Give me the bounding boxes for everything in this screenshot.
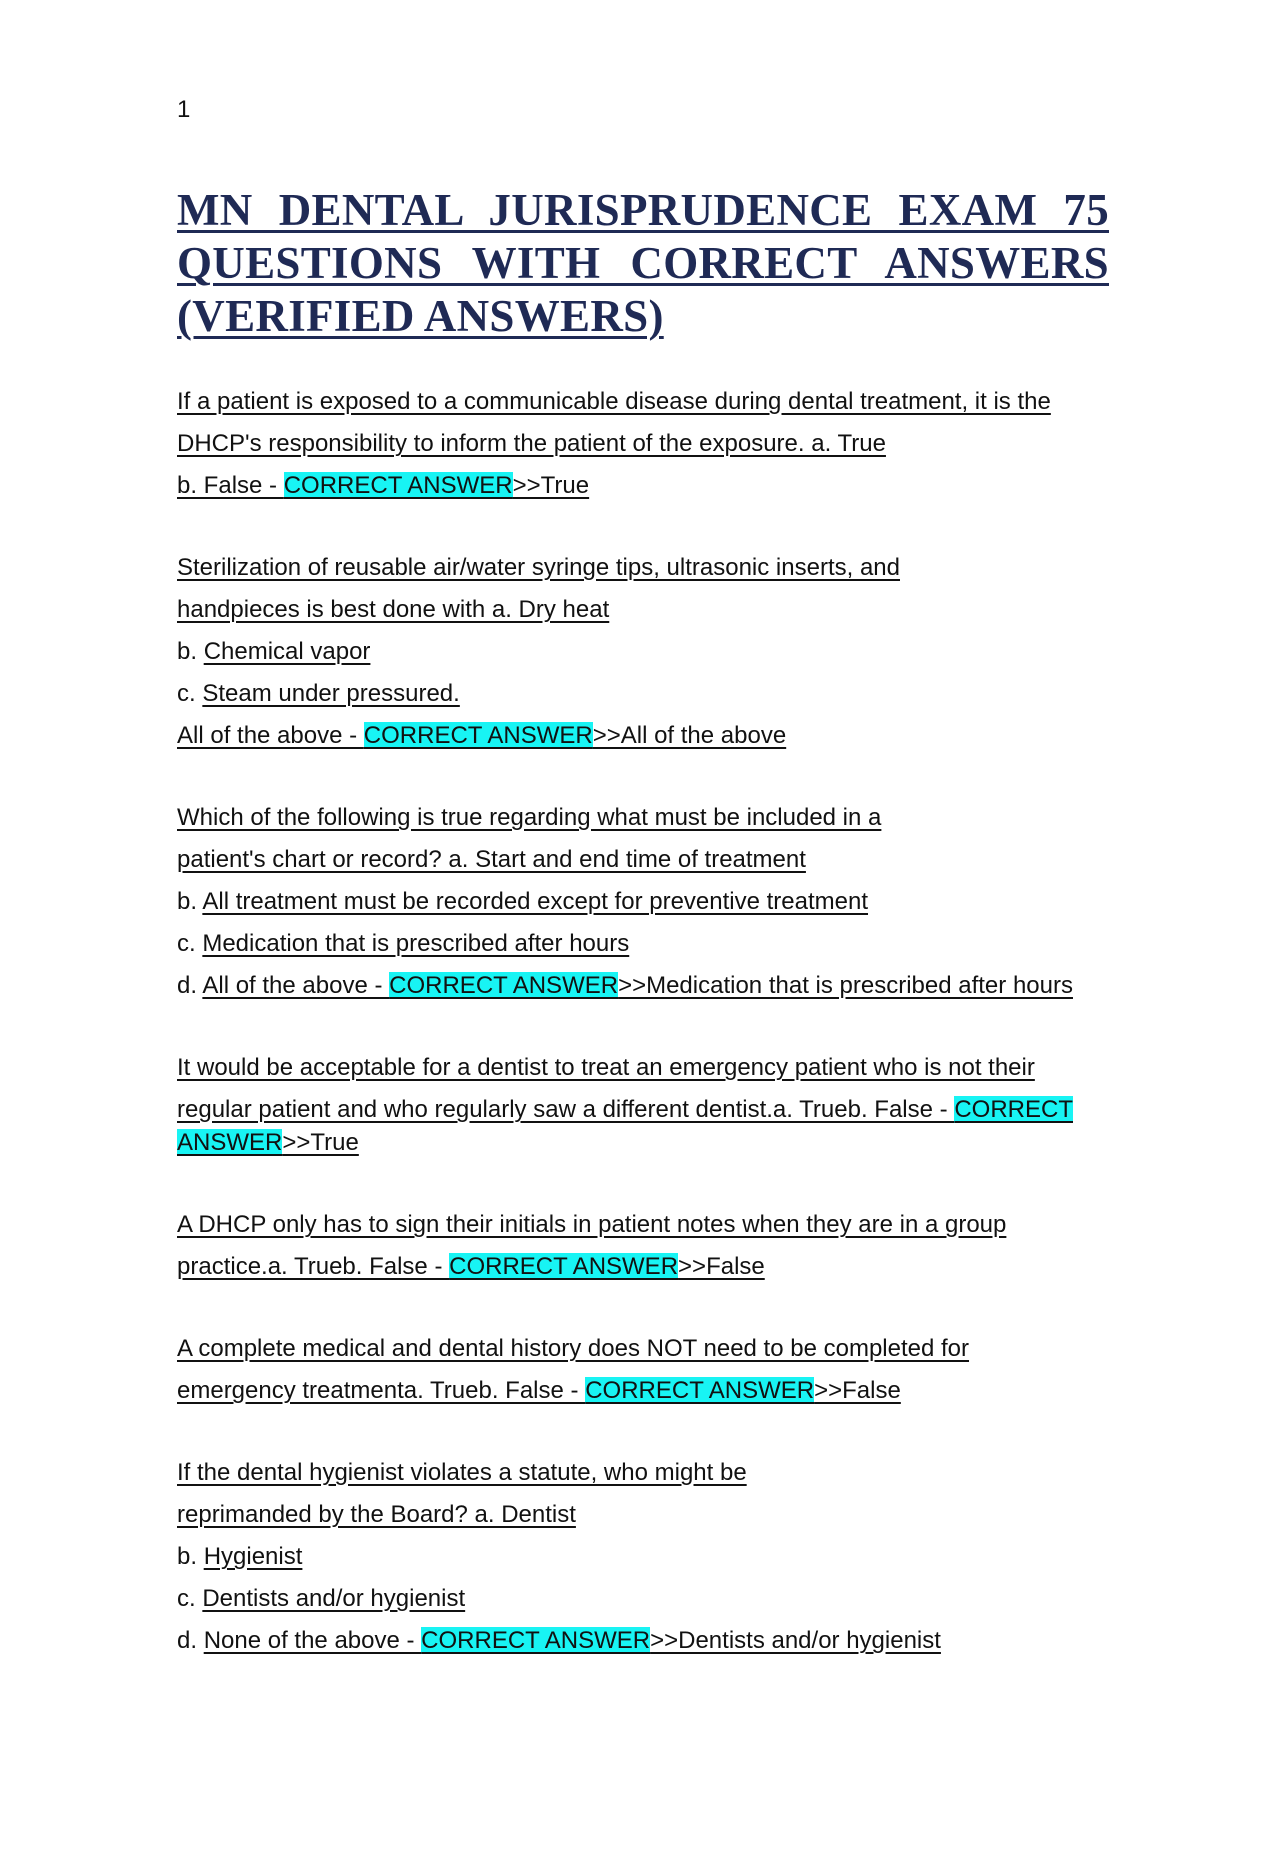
stem-text: Which of the following is true regarding what must be included in a: [177, 804, 882, 831]
answer-prefix: None of the above -: [203, 1627, 422, 1654]
stem-text: regular patient and who regularly saw a different dentist.a. Trueb. False -: [177, 1096, 955, 1123]
option-line: [177, 1582, 1117, 1615]
answer-line: [177, 719, 1117, 752]
stem-text: practice.a. Trueb. False -: [177, 1253, 450, 1280]
correct-answer-highlight: CORRECT ANSWER: [421, 1627, 651, 1654]
question-stem-line: [177, 1051, 1117, 1084]
correct-answer-highlight: CORRECT ANSWER: [363, 722, 593, 749]
question-stem-line: [177, 801, 1117, 834]
answer-prefix: All of the above -: [202, 972, 390, 999]
option-line: [177, 1540, 1117, 1573]
answer-value: >>True: [512, 472, 590, 499]
answer-value: >>False: [814, 1377, 901, 1404]
stem-text: A DHCP only has to sign their initials in patient notes when they are in a group: [177, 1211, 1007, 1238]
option-letter: b.: [177, 888, 203, 915]
stem-text: A complete medical and dental history does NOT need to be completed for: [177, 1335, 970, 1362]
correct-answer-highlight: ANSWER: [177, 1129, 283, 1156]
option-line: [177, 927, 1117, 960]
question-3: [177, 801, 1117, 1002]
stem-text: It would be acceptable for a dentist to treat an emergency patient who is not their: [177, 1054, 1035, 1081]
answer-line: [177, 1624, 1117, 1657]
question-stem-line: [177, 1332, 1117, 1365]
stem-text: handpieces is best done with a. Dry heat: [177, 596, 610, 623]
stem-text: emergency treatmenta. Trueb. False -: [177, 1377, 586, 1404]
option-text: Medication that is prescribed after hours: [202, 930, 630, 957]
stem-text: reprimanded by the Board? a. Dentist: [177, 1501, 576, 1528]
option-letter: b.: [177, 1543, 204, 1570]
question-1: [177, 385, 1117, 502]
stem-text: If a patient is exposed to a communicable disease during dental treatment, it is the: [177, 388, 1051, 415]
answer-value: >>False: [678, 1253, 765, 1280]
question-stem-line: [177, 385, 1117, 418]
question-stem-line: [177, 1498, 1117, 1531]
question-stem-line: [177, 551, 1117, 584]
option-text: Hygienist: [203, 1543, 303, 1570]
question-5: [177, 1208, 1117, 1283]
correct-answer-highlight: CORRECT ANSWER: [389, 972, 619, 999]
document-title: MN DENTAL JURISPRUDENCE EXAM 75 QUESTIONS WITH CORRECT ANSWERS (VERIFIED ANSWERS): [177, 185, 1109, 341]
stem-text: If the dental hygienist violates a statute, who might be: [177, 1459, 747, 1486]
option-text: Steam under pressured.: [202, 680, 460, 707]
question-7: [177, 1456, 1117, 1657]
option-text: Chemical vapor: [203, 638, 371, 665]
answer-prefix: All of the above -: [177, 722, 364, 749]
question-stem-line: [177, 1374, 1117, 1407]
question-6: [177, 1332, 1117, 1407]
question-2: [177, 551, 1117, 752]
option-letter: c.: [177, 930, 203, 957]
page-number: 1: [177, 96, 191, 123]
answer-value: >>Medication that is prescribed after hours: [618, 972, 1073, 999]
option-line: [177, 635, 1117, 668]
answer-line: [177, 469, 1117, 502]
stem-text: Sterilization of reusable air/water syringe tips, ultrasonic inserts, and: [177, 554, 900, 581]
option-letter: d.: [177, 972, 203, 999]
question-stem-line: [177, 843, 1117, 876]
correct-answer-highlight: CORRECT ANSWER: [585, 1377, 815, 1404]
answer-prefix: b. False -: [177, 472, 284, 499]
stem-text: DHCP's responsibility to inform the patient of the exposure. a. True: [177, 430, 886, 457]
question-stem-line: [177, 593, 1117, 626]
stem-text: patient's chart or record? a. Start and end time of treatment: [177, 846, 806, 873]
question-4: [177, 1051, 1117, 1159]
option-line: [177, 885, 1117, 918]
question-stem-line: [177, 1093, 1117, 1126]
question-list: [177, 385, 1117, 1706]
correct-answer-highlight: CORRECT: [954, 1096, 1073, 1123]
option-text: All treatment must be recorded except for preventive treatment: [202, 888, 869, 915]
answer-value: >>Dentists and/or hygienist: [650, 1627, 941, 1654]
question-stem-line: [177, 1250, 1117, 1283]
question-stem-line: [177, 1456, 1117, 1489]
option-letter: c.: [177, 680, 203, 707]
option-line: [177, 677, 1117, 710]
question-stem-line: [177, 1208, 1117, 1241]
correct-answer-highlight: CORRECT ANSWER: [449, 1253, 679, 1280]
option-letter: c.: [177, 1585, 203, 1612]
answer-value: >>True: [282, 1129, 359, 1156]
answer-line: [177, 1126, 1117, 1159]
option-text: Dentists and/or hygienist: [202, 1585, 466, 1612]
correct-answer-highlight: CORRECT ANSWER: [283, 472, 513, 499]
answer-line: [177, 969, 1117, 1002]
option-letter: d.: [177, 1627, 204, 1654]
answer-value: >>All of the above: [592, 722, 787, 749]
option-letter: b.: [177, 638, 204, 665]
question-stem-line: [177, 427, 1117, 460]
